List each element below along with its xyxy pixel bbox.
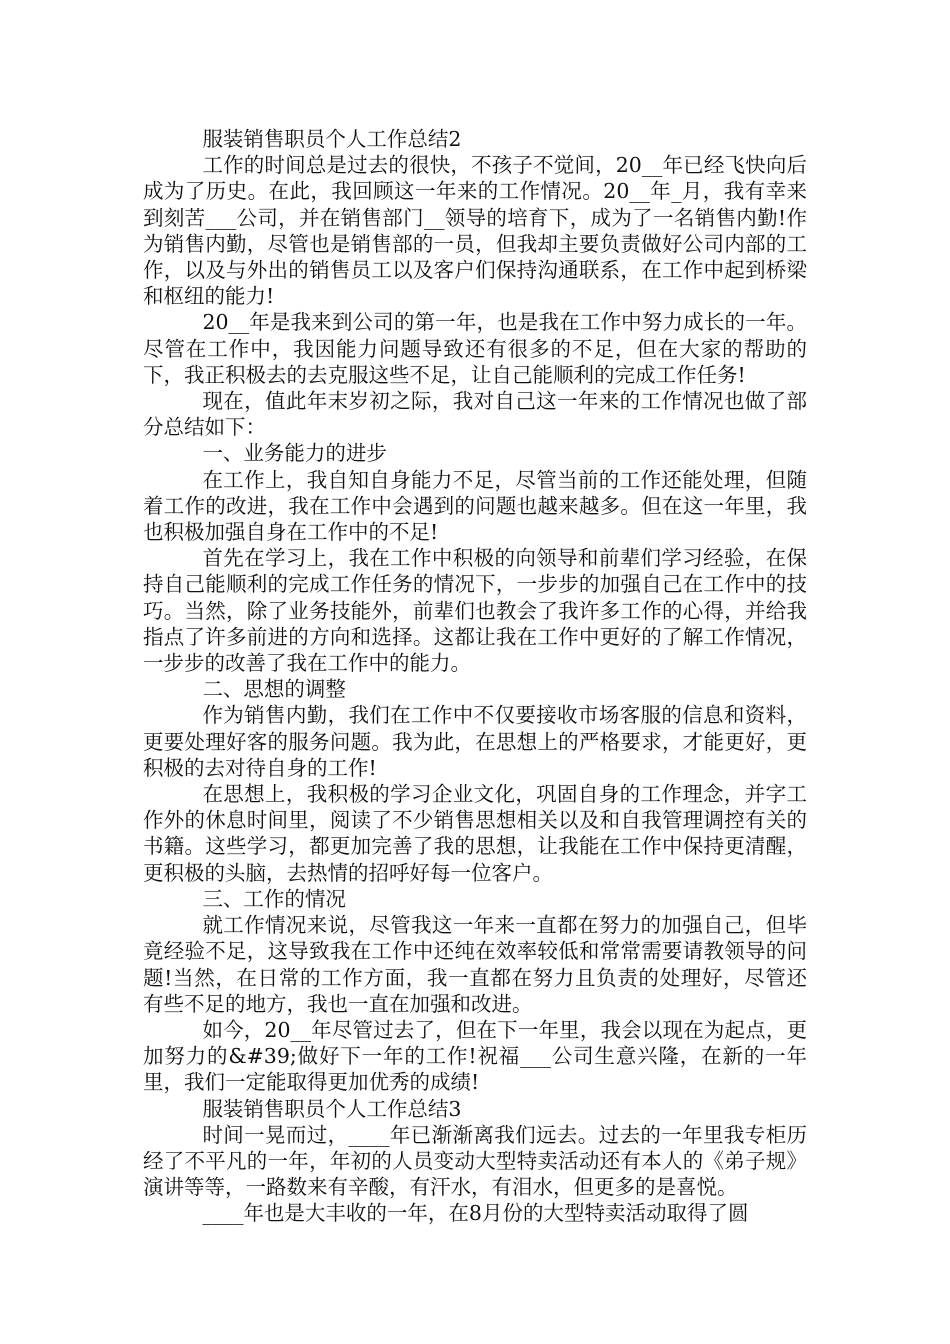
body-paragraph: 在工作上，我自知自身能力不足，尽管当前的工作还能处理，但随着工作的改进，我在工作中会遇到的问题也越来越多。但在这一年里，我也积极加强自身在工作中的不足! — [143, 467, 807, 545]
section-title-summary-2: 服装销售职员个人工作总结2 — [202, 127, 462, 151]
body-paragraph: ____年也是大丰收的一年，在8月份的大型特卖活动取得了圆 — [202, 1201, 749, 1226]
subsection-heading-business-ability: 一、业务能力的进步 — [202, 441, 387, 466]
body-paragraph: 20__年是我来到公司的第一年，也是我在工作中努力成长的一年。尽管在工作中，我因能力问题导致还有很多的不足，但在大家的帮助的下，我正积极去的去克服这些不足，让自己能顺利的完成工作任务! — [143, 310, 807, 387]
subsection-heading-mindset: 二、思想的调整 — [202, 677, 346, 702]
subsection-heading-work-status: 三、工作的情况 — [202, 886, 346, 911]
body-paragraph: 如今，20__年尽管过去了，但在下一年里，我会以现在为起点，更加努力的&#39;做好下一年的工作!祝福___公司生意兴隆，在新的一年里，我们一定能取得更加优秀的成绩! — [143, 1017, 807, 1095]
body-paragraph: 在思想上，我积极的学习企业文化，巩固自身的工作理念，并字工作外的休息时间里，阅读了不少销售思想相关以及和自我管理调控有关的书籍。这些学习，都更加完善了我的思想，让我能在工作中保持更清醒，更积极的头脑，去热情的招呼好每一位客户。 — [143, 782, 807, 885]
document-page — [143, 126, 807, 1227]
section-title-summary-3: 服装销售职员个人工作总结3 — [202, 1096, 462, 1121]
body-paragraph: 就工作情况来说，尽管我这一年来一直都在努力的加强自己，但毕竟经验不足，这导致我在工作中还纯在效率较低和常常需要请教领导的问题!当然，在日常的工作方面，我一直都在努力且负责的处理好，尽管还有些不足的地方，我也一直在加强和改进。 — [143, 913, 807, 1016]
body-paragraph: 时间一晃而过，____年已渐渐离我们远去。过去的一年里我专柜历经了不平凡的一年，年初的人员变动大型特卖活动还有本人的《弟子规》演讲等等，一路数来有辛酸，有汗水，有泪水，但更多的是喜悦。 — [143, 1122, 807, 1200]
body-paragraph: 首先在学习上，我在工作中积极的向领导和前辈们学习经验，在保持自己能顺利的完成工作任务的情况下，一步步的加强自己在工作中的技巧。当然，除了业务技能外，前辈们也教会了我许多工作的心得，并给我指点了许多前进的方向和选择。这都让我在工作中更好的了解工作情况，一步步的改善了我在工作中的能力。 — [143, 546, 807, 676]
body-paragraph: 作为销售内勤，我们在工作中不仅要接收市场客服的信息和资料，更要处理好客的服务问题。我为此，在思想上的严格要求，才能更好，更积极的去对待自身的工作! — [143, 703, 807, 780]
body-paragraph: 现在，值此年末岁初之际，我对自己这一年来的工作情况也做了部分总结如下： — [143, 389, 807, 440]
body-paragraph: 工作的时间总是过去的很快，不孩子不觉间，20__年已经飞快向后成为了历史。在此，我回顾这一年来的工作情况。20__年_月，我有幸来到刻苦___公司，并在销售部门__领导的培育下，成为了一名销售内勤!作为销售内勤，尽管也是销售部的一员，但我却主要负责做好公司内部的工作，以及与外出的销售员工以及客户们保持沟通联系，在工作中起到桥梁和枢纽的能力! — [143, 153, 807, 309]
